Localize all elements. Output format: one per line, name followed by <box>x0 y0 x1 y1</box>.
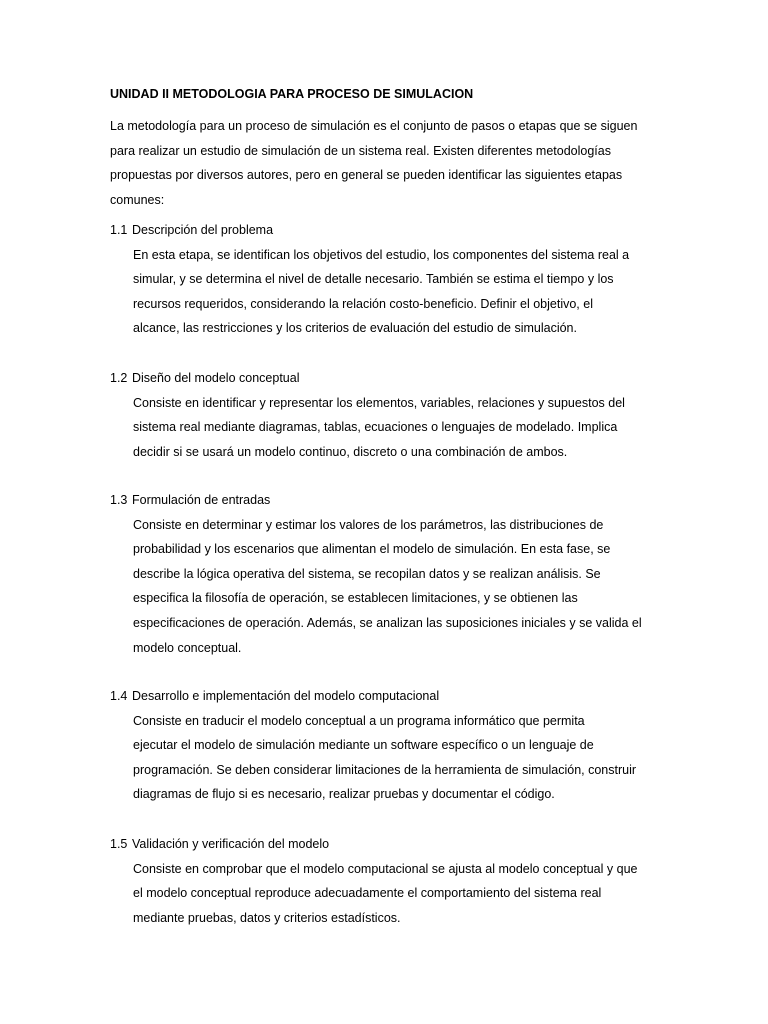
intro-line: La metodología para un proceso de simulación es el conjunto de pasos o etapas que se siguen <box>110 119 638 133</box>
section-validacion-y-verificacion <box>110 832 670 930</box>
section-line: probabilidad y los escenarios que alimentan el modelo de simulación. En esta fase, se <box>133 542 611 557</box>
section-body <box>133 391 670 465</box>
intro-line: propuestas por diversos autores, pero en general se pueden identificar las siguientes etapas <box>110 168 623 183</box>
section-line: Consiste en identificar y representar los elementos, variables, relaciones y supuestos del <box>133 395 625 410</box>
section-heading-text: Validación y verificación del modelo <box>132 837 330 851</box>
section-number: 1.2 <box>110 371 128 385</box>
document-title: UNIDAD II METODOLOGIA PARA PROCESO DE SIMULACION <box>110 87 474 101</box>
section-number: 1.4 <box>110 689 128 703</box>
intro-paragraph <box>110 114 670 212</box>
section-number: 1.5 <box>110 837 128 851</box>
section-diseno-del-modelo-conceptual <box>110 366 670 464</box>
intro-line: comunes: <box>110 192 165 207</box>
section-line: mediante pruebas, datos y criterios estadísticos. <box>133 910 401 925</box>
section-heading <box>110 366 670 391</box>
section-line: el modelo conceptual reproduce adecuadamente el comportamiento del sistema real <box>133 886 602 901</box>
section-number: 1.3 <box>110 493 128 507</box>
section-line: modelo conceptual. <box>133 640 242 655</box>
section-number: 1.1 <box>110 223 128 237</box>
section-line: especificaciones de operación. Además, se analizan las suposiciones iniciales y se valida el <box>133 615 642 630</box>
section-heading <box>110 218 670 243</box>
section-heading-text: Diseño del modelo conceptual <box>132 371 300 385</box>
section-heading-text: Descripción del problema <box>132 223 274 237</box>
section-line: decidir si se usará un modelo continuo, discreto o una combinación de ambos. <box>133 444 568 459</box>
section-heading <box>110 684 670 709</box>
section-line: En esta etapa, se identifican los objetivos del estudio, los componentes del sistema real a <box>133 247 630 262</box>
section-body <box>133 857 670 931</box>
section-line: alcance, las restricciones y los criterios de evaluación del estudio de simulación. <box>133 321 577 336</box>
section-formulacion-de-entradas <box>110 488 670 660</box>
section-line: recursos requeridos, considerando la relación costo-beneficio. Definir el objetivo, el <box>133 296 593 311</box>
section-line: sistema real mediante diagramas, tablas, ecuaciones o lenguajes de modelado. Implica <box>133 420 618 435</box>
section-line: ejecutar el modelo de simulación mediante un software específico o un lenguaje de <box>133 738 594 753</box>
section-body <box>133 243 670 341</box>
section-line: Consiste en traducir el modelo conceptual a un programa informático que permita <box>133 713 585 728</box>
section-heading <box>110 832 670 857</box>
section-heading-text: Formulación de entradas <box>132 493 271 507</box>
section-desarrollo-e-implementacion <box>110 684 670 807</box>
section-heading-text: Desarrollo e implementación del modelo computacional <box>132 689 440 703</box>
section-line: Consiste en determinar y estimar los valores de los parámetros, las distribuciones de <box>133 517 604 532</box>
section-line: programación. Se deben considerar limitaciones de la herramienta de simulación, construir <box>133 762 637 777</box>
section-body <box>133 709 670 807</box>
intro-line: para realizar un estudio de simulación de un sistema real. Existen diferentes metodologías <box>110 143 611 158</box>
section-body <box>133 513 670 661</box>
section-line: especifica la filosofía de operación, se establecen limitaciones, y se obtienen las <box>133 591 578 606</box>
section-line: describe la lógica operativa del sistema, se recopilan datos y se realizan análisis. Se <box>133 566 601 581</box>
section-heading <box>110 488 670 513</box>
section-line: simular, y se determina el nivel de detalle necesario. También se estima el tiempo y los <box>133 272 614 287</box>
section-line: diagramas de flujo si es necesario, realizar pruebas y documentar el código. <box>133 787 555 802</box>
section-line: Consiste en comprobar que el modelo computacional se ajusta al modelo conceptual y que <box>133 861 638 876</box>
section-descripcion-del-problema <box>110 218 670 341</box>
